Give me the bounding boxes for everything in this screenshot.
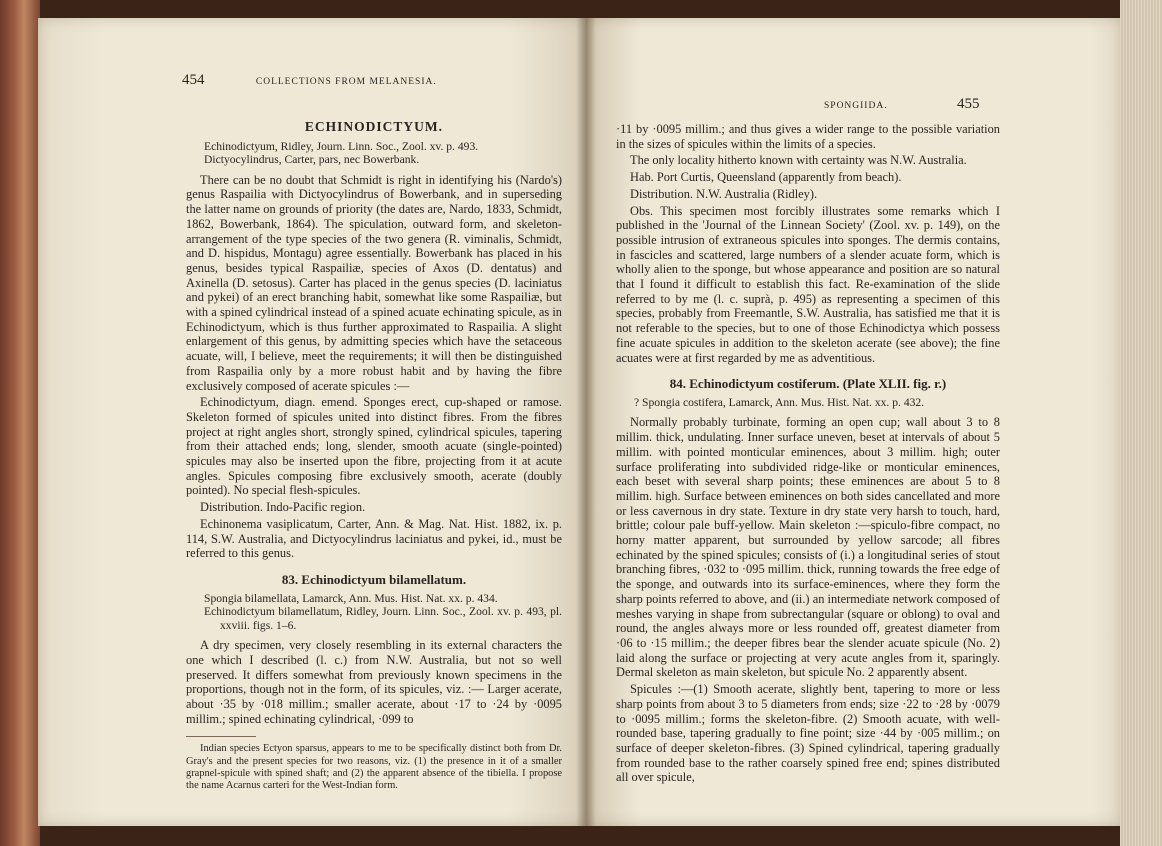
right-running-title: SPONGIIDA. [824, 101, 888, 111]
left-column [186, 120, 562, 794]
body-paragraph: There can be no doubt that Schmidt is right in identifying his (Nardo's) genus Raspailia with Dictyocylindrus of Bowerbank, and in superseding the latter name on grounds of priority (the dates are, Nardo, 1833, Schmidt, 1862, Bowerbank, 1864). The spiculation, outward form, and skeleton-arrangement of the type species of the two genera (R. viminalis, Schmidt, and D. hispidus, Montagu) agree essentially. Bowerbank has placed in his genus, besides typical Raspailiæ, species of Axos (D. dentatus) and Axinella (D. setosus). Carter has placed in the genus species (D. laciniatus and pykei) of an erect branching habit, somewhat like some Raspailiæ, but with a spined cylindrical instead of a spined acuate echinating spicule, as in Echinodictyum, which is thus further approximated to Raspailia. A slight enlargement of this genus, by admitting species which have the setaceous acuate, will, I believe, meet the requirements; it will then be distinguished from Raspailia only by a more robust habit and by having the fibre exclusively composed of acerate spicules :— [186, 172, 562, 393]
genus-heading: ECHINODICTYUM. [304, 119, 444, 134]
body-paragraph: Echinonema vasiplicatum, Carter, Ann. & Mag. Nat. Hist. 1882, ix. p. 114, S.W. Australia, and Dictyocylindrus laciniatus and pykei, id., must be referred to this genus. [186, 516, 562, 561]
left-page-number: 454 [182, 72, 205, 88]
right-page-number: 455 [956, 96, 980, 112]
book-gutter [576, 18, 596, 826]
body-paragraph: ·11 by ·0095 millim.; and thus gives a wider range to the possible variation in the sizes of spicules within the limits of a species. [616, 122, 1000, 151]
synonym-line: Echinodictyum, Ridley, Journ. Linn. Soc., Zool. xv. p. 493. [204, 139, 479, 153]
page-edges-right [1120, 0, 1162, 846]
right-running-head [700, 96, 1000, 116]
footnote-rule [186, 736, 256, 737]
body-paragraph: Distribution. N.W. Australia (Ridley). [630, 186, 818, 201]
species-heading-84: 84. Echinodictyum costiferum. (Plate XLII. fig. r.) [669, 376, 947, 392]
body-paragraph: Hab. Port Curtis, Queensland (apparently from beach). [630, 170, 902, 185]
synonym-line: Spongia bilamellata, Lamarck, Ann. Mus. Hist. Nat. xx. p. 434. [204, 591, 498, 605]
body-paragraph: Distribution. Indo-Pacific region. [200, 500, 366, 515]
footnote: Indian species Ectyon sparsus, appears to me to be specifically distinct both from Dr. Gray's and the present species for two reasons, viz. (1) the presence in it of a smaller grapnel-spicule with spined shaft; and (2) the apparent absence of the tibiella. I propose the name Acarnus carteri for the West-Indian form. [186, 743, 562, 792]
left-running-head [182, 72, 602, 92]
synonym-line: Echinodictyum bilamellatum, Ridley, Journ. Linn. Soc., Zool. xv. p. 493, pl. xxviii. figs. 1–6. [204, 605, 562, 632]
left-running-title: COLLECTIONS FROM MELANESIA. [255, 77, 437, 87]
body-paragraph: A dry specimen, very closely resembling in its external characters the one which I described (l. c.) from N.W. Australia, but not so well preserved. It differs somewhat from previously known specimens in the proportions, though not in the form, of its spicules, viz. :— Larger acerate, about ·35 by ·018 millim.; smaller acerate, about ·17 to ·24 by ·0095 millim.; spined echinating cylindrical, ·099 to [186, 638, 562, 726]
body-paragraph: Normally probably turbinate, forming an open cup; wall about 3 to 8 millim. thick, undulating. Inner surface uneven, beset at intervals of about 5 millim. with pointed monticular eminences, about 3 millim. high; outer surface proliferating into subdivided ridge-like or monticular eminences, each beset with several sharp points; these eminences are about 5 to 8 millim. high. Surface between eminences on both sides cancellated and more or less cavernous in dry state. Texture in dry state very harsh to touch, hard, brittle; colour pale buff-yellow. Main skeleton :—spiculo-fibre compact, no horny matter apparent, but surrounded by yellow sarcode; all fibres echinated by the spined spicules; consists of (i.) a longitudinal series of stout branching fibres, ·032 to ·095 millim. thick, running towards the free edge of the sponge, and outwards into its surface-eminences, where they form the sharp points referred to above, and (ii.) an intermediate network composed of meshes varying in shape from subrectangular (square or oblong) to oval and round, the angles always more or less rounded off, greatest diameter from ·06 to ·15 millim.; the deeper fibres bear the slender acuate spicule (No. 2) laid along the surface or projecting at very acute angles from it, sparingly. Dermal skeleton as main skeleton, but spicule No. 2 apparently absent. [616, 415, 1000, 680]
synonym-line: Dictyocylindrus, Carter, pars, nec Bowerbank. [204, 153, 420, 167]
body-paragraph: Echinodictyum, diagn. emend. Sponges erect, cup-shaped or ramose. Skeleton formed of spicules united into distinct fibres. From the fibres project at right angles short, strongly spined, cylindrical spicules, tapering from their attached ends; long, slender, smooth acuate (single-pointed) spicules may also be inserted upon the fibre, projecting from it at acute angles. Spicules composing fibre exclusively smooth, acerate (doubly pointed). No special flesh-spicules. [186, 395, 562, 498]
species-heading-83: 83. Echinodictyum bilamellatum. [281, 571, 467, 587]
body-paragraph: The only locality hitherto known with certainty was N.W. Australia. [630, 153, 967, 168]
synonym-line: ? Spongia costifera, Lamarck, Ann. Mus. Hist. Nat. xx. p. 432. [634, 395, 925, 409]
right-column [616, 122, 1000, 787]
body-paragraph: Spicules :—(1) Smooth acerate, slightly bent, tapering to more or less sharp points from about 3 to 5 diameters from ends; size ·22 to ·28 by ·0079 to ·0095 millim.; forms the skeleton-fibre. (2) Smooth acuate, with well-rounded base, tapering gradually to fine point; size ·44 by ·005 millim.; on surface of deeper skeleton-fibres. (3) Spined cylindrical, tapering gradually from rounded base to the rather coarsely spined free end; spines distributed all over spicule, [616, 682, 1000, 785]
body-paragraph: Obs. This specimen most forcibly illustrates some remarks which I published in the 'Journal of the Linnean Society' (Zool. xv. p. 149), on the possible intrusion of extraneous spicules into sponges. The dermis contains, in fascicles and scattered, large numbers of a slender acuate form, which is wholly alien to the sponge, but whose appearance and position are so natural that I found it difficult to establish this fact. Re-examination of the slide referred to by me (l. c. suprà, p. 495) as representing a specimen of this species, probably from Freemantle, S.W. Australia, has satisfied me that it is not referable to the species, but to one of those Echinodictya which possess fine acuate spicules in addition to the skeleton acerate (see above); the fine acuates were at first regarded by me as adventitious. [616, 203, 1000, 365]
book-binding-left [0, 0, 40, 846]
